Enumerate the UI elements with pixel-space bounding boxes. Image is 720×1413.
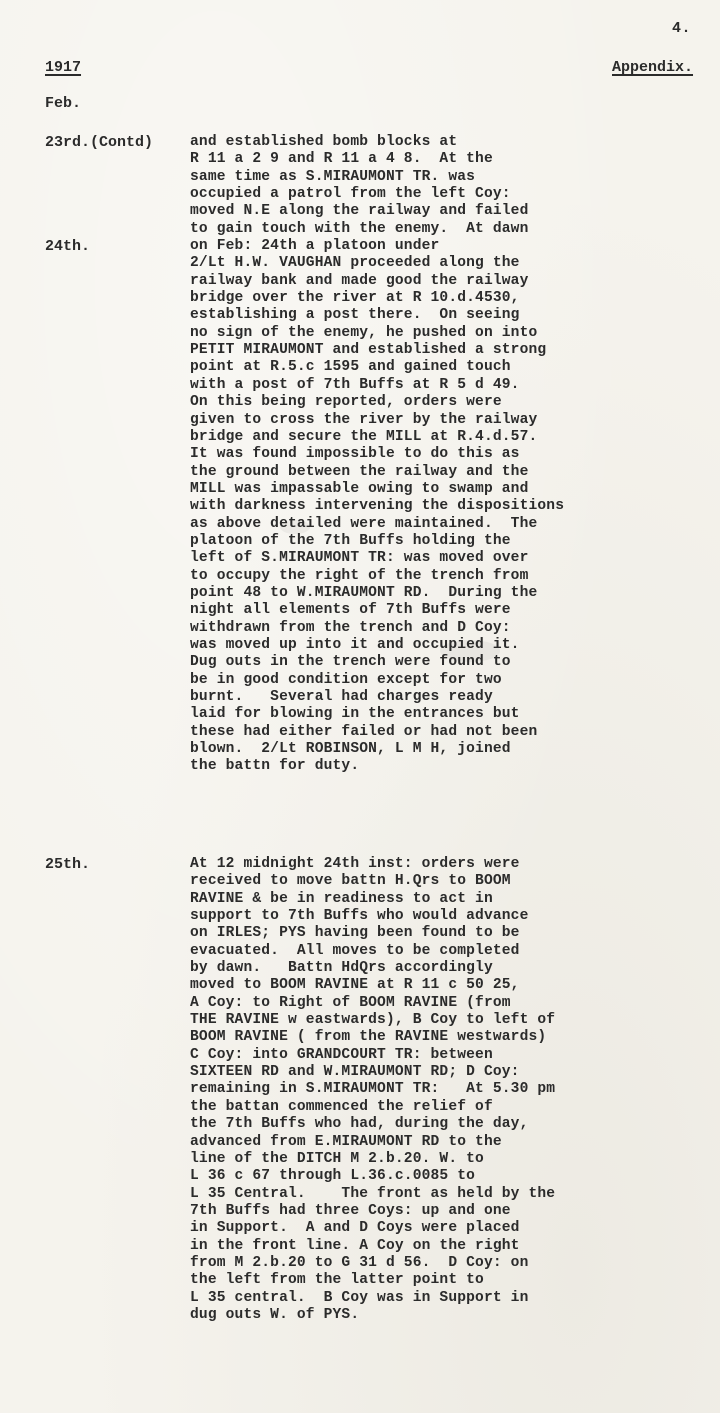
text-line: platoon of the 7th Buffs holding the [190, 532, 511, 549]
entry-text [190, 134, 564, 776]
month-label: Feb. [45, 95, 82, 112]
text-line: on IRLES; PYS having been found to be [190, 925, 520, 942]
text-line: point 48 to W.MIRAUMONT RD. During the [190, 584, 538, 601]
text-line: L 35 central. B Coy was in Support in [190, 1289, 529, 1306]
text-line: line of the DITCH M 2.b.20. W. to [190, 1150, 484, 1167]
text-line: 7th Buffs had three Coys: up and one [190, 1202, 511, 1219]
text-line: C Coy: into GRANDCOURT TR: between [190, 1046, 493, 1063]
text-line: SIXTEEN RD and W.MIRAUMONT RD; D Coy: [190, 1064, 520, 1081]
text-line: advanced from E.MIRAUMONT RD to the [190, 1133, 502, 1150]
text-line: as above detailed were maintained. The [190, 515, 538, 532]
text-line: 2/Lt H.W. VAUGHAN proceeded along the [190, 255, 520, 272]
entry-date-label: 23rd.(Contd) [45, 134, 154, 151]
text-line: with darkness intervening the dispositions [190, 498, 565, 515]
text-line: on Feb: 24th a platoon under [190, 238, 440, 255]
text-line: On this being reported, orders were [190, 394, 502, 411]
text-line: left of S.MIRAUMONT TR: was moved over [190, 550, 529, 567]
year-heading: 1917 [45, 59, 82, 76]
text-line: given to cross the river by the railway [190, 411, 538, 428]
text-line: the battn for duty. [190, 758, 360, 775]
text-line: RAVINE & be in readiness to act in [190, 890, 493, 907]
text-line: withdrawn from the trench and D Coy: [190, 619, 511, 636]
text-line: At 12 midnight 24th inst: orders were [190, 856, 520, 872]
text-line: It was found impossible to do this as [190, 446, 520, 463]
text-line: from M 2.b.20 to G 31 d 56. D Coy: on [190, 1254, 529, 1271]
text-line: the ground between the railway and the [190, 463, 529, 480]
entry-text [190, 856, 555, 1324]
text-line: same time as S.MIRAUMONT TR. was [190, 168, 476, 185]
text-line: A Coy: to Right of BOOM RAVINE (from [190, 994, 511, 1011]
text-line: bridge and secure the MILL at R.4.d.57. [190, 428, 538, 445]
text-line: these had either failed or had not been [190, 723, 538, 740]
text-line: received to move battn H.Qrs to BOOM [190, 873, 511, 890]
text-line: dug outs W. of PYS. [190, 1306, 360, 1323]
text-line: R 11 a 2 9 and R 11 a 4 8. At the [190, 151, 493, 168]
page-number: 4. [672, 20, 692, 37]
text-line: railway bank and made good the railway [190, 272, 529, 289]
text-line: was moved up into it and occupied it. [190, 636, 520, 653]
text-line: PETIT MIRAUMONT and established a strong [190, 342, 547, 359]
text-line: in the front line. A Coy on the right [190, 1237, 520, 1254]
text-line: the left from the latter point to [190, 1272, 484, 1289]
text-line: support to 7th Buffs who would advance [190, 908, 529, 925]
text-line: Dug outs in the trench were found to [190, 654, 511, 671]
text-line: remaining in S.MIRAUMONT TR: At 5.30 pm [190, 1081, 556, 1098]
appendix-heading: Appendix. [612, 59, 694, 76]
text-line: MILL was impassable owing to swamp and [190, 480, 529, 497]
entry-date-label-24th: 24th. [45, 238, 91, 255]
text-line: the 7th Buffs who had, during the day, [190, 1116, 529, 1133]
text-line: moved to BOOM RAVINE at R 11 c 50 25, [190, 977, 520, 994]
text-line: L 36 c 67 through L.36.c.0085 to [190, 1168, 476, 1185]
text-line: to occupy the right of the trench from [190, 567, 529, 584]
text-line: point at R.5.c 1595 and gained touch [190, 359, 511, 376]
text-line: THE RAVINE w eastwards), B Coy to left of [190, 1012, 556, 1029]
text-line: be in good condition except for two [190, 671, 502, 688]
text-line: L 35 Central. The front as held by the [190, 1185, 556, 1202]
text-line: laid for blowing in the entrances but [190, 706, 520, 723]
text-line: moved N.E along the railway and failed [190, 203, 529, 220]
text-line: and established bomb blocks at [190, 134, 458, 150]
text-line: burnt. Several had charges ready [190, 689, 493, 705]
text-line: the battan commenced the relief of [190, 1098, 493, 1115]
text-line: no sign of the enemy, he pushed on into [190, 324, 538, 341]
text-line: BOOM RAVINE ( from the RAVINE westwards) [190, 1029, 547, 1046]
text-line: night all elements of 7th Buffs were [190, 602, 511, 619]
text-line: with a post of 7th Buffs at R 5 d 49. [190, 376, 520, 393]
text-line: evacuated. All moves to be completed [190, 942, 520, 959]
text-line: bridge over the river at R 10.d.4530, [190, 290, 520, 307]
text-line: in Support. A and D Coys were placed [190, 1220, 520, 1237]
text-line: occupied a patrol from the left Coy: [190, 186, 511, 203]
text-line: by dawn. Battn HdQrs accordingly [190, 960, 493, 977]
text-line: establishing a post there. On seeing [190, 307, 520, 324]
entry-date-label: 25th. [45, 856, 91, 873]
text-line: blown. 2/Lt ROBINSON, L M H, joined [190, 741, 511, 758]
text-line: to gain touch with the enemy. At dawn [190, 220, 529, 237]
